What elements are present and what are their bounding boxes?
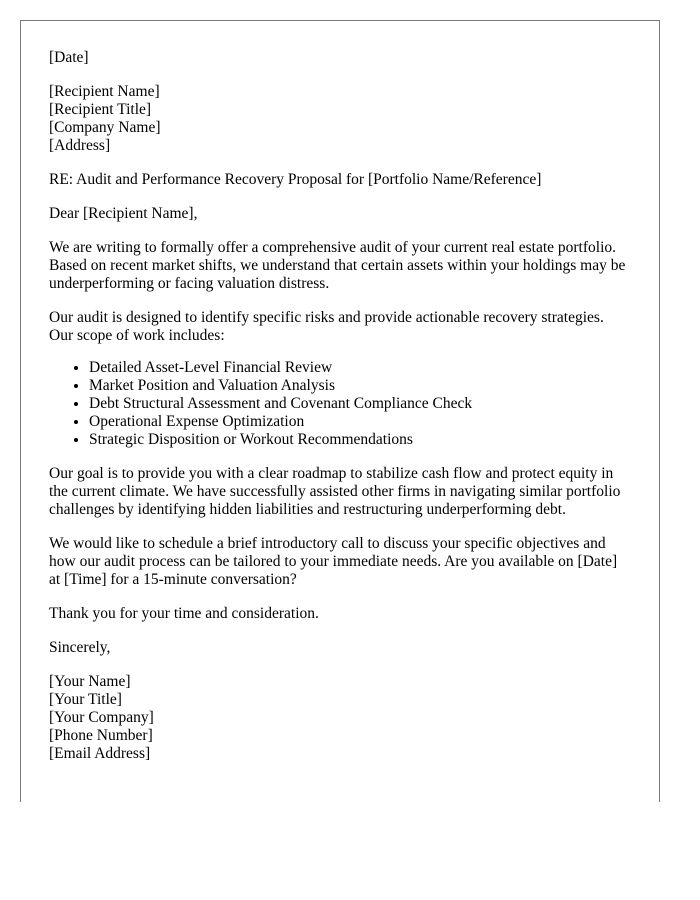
scope-paragraph: Our audit is designed to identify specific risks and provide actionable recovery strategies. Our scope of work includes: bbox=[49, 309, 604, 344]
salutation: Dear [Recipient Name], bbox=[49, 205, 198, 222]
scope-list bbox=[49, 359, 631, 449]
scope-item: • Market Position and Valuation Analysis bbox=[89, 377, 631, 395]
signature-email: [Email Address] bbox=[49, 745, 151, 762]
subject-line: RE: Audit and Performance Recovery Proposal for [Portfolio Name/Reference] bbox=[49, 171, 542, 188]
signature-title: [Your Title] bbox=[49, 691, 122, 708]
recipient-block bbox=[49, 83, 631, 155]
letter-page bbox=[20, 20, 660, 802]
scope-item: • Operational Expense Optimization bbox=[89, 413, 631, 431]
closing: Sincerely, bbox=[49, 639, 111, 656]
intro-paragraph: We are writing to formally offer a comprehensive audit of your current real estate portfolio. Based on recent market shifts, we understand that certain assets within your holdings may be underperforming or facing valuation distress. bbox=[49, 239, 626, 292]
call-paragraph: We would like to schedule a brief introductory call to discuss your specific objectives and how our audit process can be tailored to your immediate needs. Are you available on [Date] at [Time] for a 15-minute conversation? bbox=[49, 535, 618, 588]
goal-paragraph: Our goal is to provide you with a clear roadmap to stabilize cash flow and protect equity in the current climate. We have successfully assisted other firms in navigating similar portfolio challenges by identifying hidden liabilities and restructuring underperforming debt. bbox=[49, 465, 621, 518]
thanks-paragraph: Thank you for your time and consideration. bbox=[49, 605, 319, 622]
letter-date: [Date] bbox=[49, 49, 89, 66]
signature-phone: [Phone Number] bbox=[49, 727, 153, 744]
signature-company: [Your Company] bbox=[49, 709, 154, 726]
signature-name: [Your Name] bbox=[49, 673, 131, 690]
signature-block bbox=[49, 673, 631, 763]
recipient-name: [Recipient Name] bbox=[49, 83, 160, 100]
recipient-title: [Recipient Title] bbox=[49, 101, 152, 118]
recipient-address: [Address] bbox=[49, 137, 111, 154]
scope-item: • Debt Structural Assessment and Covenant Compliance Check bbox=[89, 395, 631, 413]
recipient-company: [Company Name] bbox=[49, 119, 161, 136]
scope-item: • Detailed Asset-Level Financial Review bbox=[89, 359, 631, 377]
scope-item: • Strategic Disposition or Workout Recommendations bbox=[89, 431, 631, 449]
